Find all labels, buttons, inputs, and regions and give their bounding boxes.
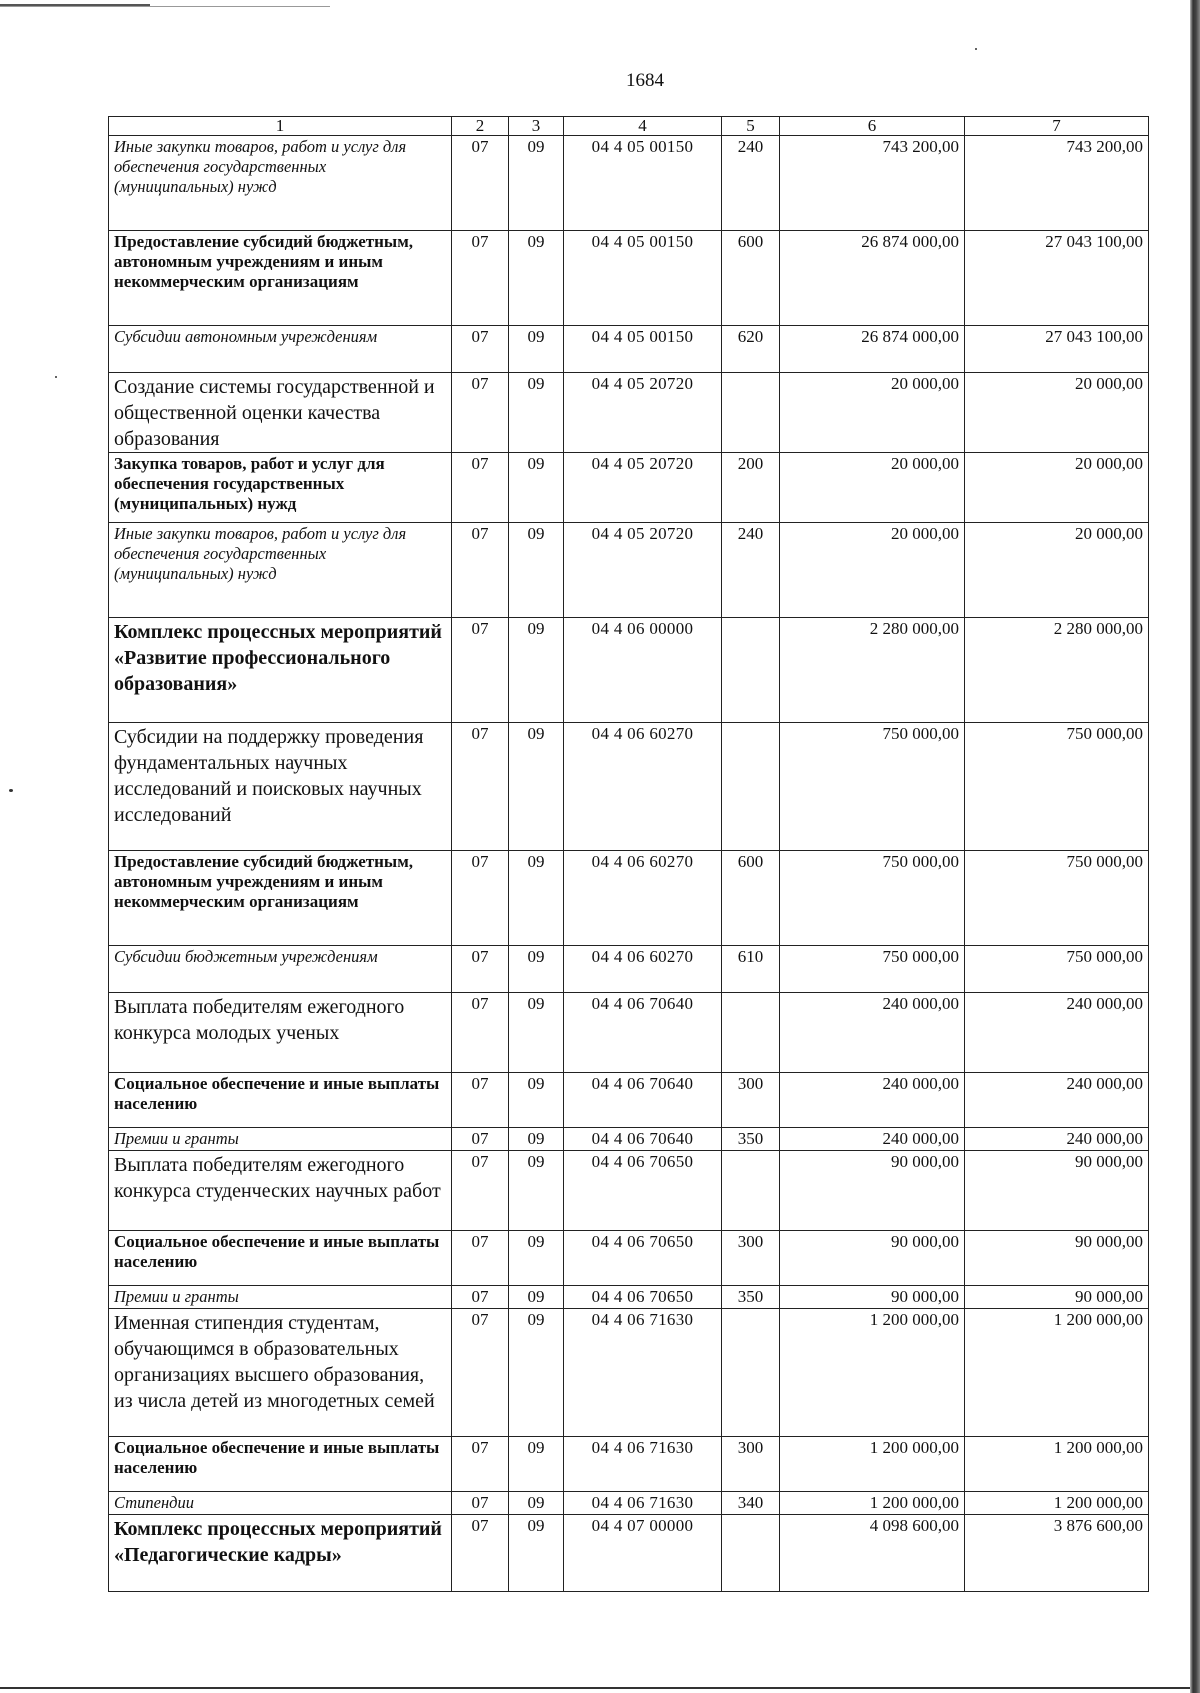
amount-year2-cell: 3 876 600,00	[965, 1515, 1149, 1592]
subsection-code-cell: 09	[509, 1309, 564, 1437]
table-body	[109, 136, 1149, 1592]
section-code-cell: 07	[452, 1231, 509, 1286]
section-code-cell: 07	[452, 1437, 509, 1492]
target-article-cell: 04 4 05 20720	[564, 373, 722, 453]
table-row	[109, 1515, 1149, 1592]
table-row	[109, 1073, 1149, 1128]
target-article-cell: 04 4 06 70640	[564, 993, 722, 1073]
subsection-code-cell: 09	[509, 1515, 564, 1592]
table-row	[109, 1231, 1149, 1286]
target-article-cell: 04 4 05 00150	[564, 326, 722, 373]
amount-year1-cell: 20 000,00	[780, 453, 965, 523]
target-article-cell: 04 4 06 70650	[564, 1151, 722, 1231]
subsection-code-cell: 09	[509, 723, 564, 851]
item-name-cell: Предоставление субсидий бюджетным, автономным учреждениям и иным некоммерческим организациям	[109, 231, 452, 326]
subsection-code-cell: 09	[509, 1437, 564, 1492]
scan-speck	[9, 789, 13, 792]
table-row	[109, 1437, 1149, 1492]
subsection-code-cell: 09	[509, 1151, 564, 1231]
subsection-code-cell: 09	[509, 1073, 564, 1128]
subsection-code-cell: 09	[509, 1128, 564, 1151]
amount-year2-cell: 20 000,00	[965, 453, 1149, 523]
amount-year1-cell: 750 000,00	[780, 851, 965, 946]
target-article-cell: 04 4 05 20720	[564, 523, 722, 618]
amount-year2-cell: 1 200 000,00	[965, 1309, 1149, 1437]
section-code-cell: 07	[452, 946, 509, 993]
table-row	[109, 326, 1149, 373]
section-code-cell: 07	[452, 1073, 509, 1128]
target-article-cell: 04 4 07 00000	[564, 1515, 722, 1592]
amount-year2-cell: 90 000,00	[965, 1231, 1149, 1286]
header-cell: 4	[564, 117, 722, 136]
table-row	[109, 1309, 1149, 1437]
subsection-code-cell: 09	[509, 618, 564, 723]
expense-type-cell: 300	[722, 1231, 780, 1286]
table-row	[109, 993, 1149, 1073]
section-code-cell: 07	[452, 993, 509, 1073]
target-article-cell: 04 4 06 71630	[564, 1437, 722, 1492]
header-cell: 2	[452, 117, 509, 136]
amount-year1-cell: 4 098 600,00	[780, 1515, 965, 1592]
scan-border-bottom	[0, 1687, 1190, 1689]
subsection-code-cell: 09	[509, 136, 564, 231]
expense-type-cell	[722, 618, 780, 723]
amount-year1-cell: 1 200 000,00	[780, 1437, 965, 1492]
expense-type-cell: 240	[722, 523, 780, 618]
amount-year2-cell: 90 000,00	[965, 1151, 1149, 1231]
amount-year1-cell: 26 874 000,00	[780, 231, 965, 326]
section-code-cell: 07	[452, 231, 509, 326]
expense-type-cell	[722, 1515, 780, 1592]
scan-border-top-thin	[0, 6, 330, 7]
target-article-cell: 04 4 06 70650	[564, 1231, 722, 1286]
item-name-cell: Премии и гранты	[109, 1286, 452, 1309]
amount-year1-cell: 750 000,00	[780, 723, 965, 851]
amount-year2-cell: 1 200 000,00	[965, 1492, 1149, 1515]
expense-type-cell	[722, 993, 780, 1073]
section-code-cell: 07	[452, 1492, 509, 1515]
amount-year1-cell: 240 000,00	[780, 1073, 965, 1128]
item-name-cell: Социальное обеспечение и иные выплаты населению	[109, 1437, 452, 1492]
target-article-cell: 04 4 06 60270	[564, 851, 722, 946]
amount-year1-cell: 90 000,00	[780, 1286, 965, 1309]
expense-type-cell: 620	[722, 326, 780, 373]
item-name-cell: Именная стипендия студентам, обучающимся в образовательных организациях высшего образования, из числа детей из многодетных семей	[109, 1309, 452, 1437]
target-article-cell: 04 4 06 71630	[564, 1309, 722, 1437]
subsection-code-cell: 09	[509, 851, 564, 946]
target-article-cell: 04 4 05 00150	[564, 231, 722, 326]
amount-year2-cell: 2 280 000,00	[965, 618, 1149, 723]
item-name-cell: Стипендии	[109, 1492, 452, 1515]
amount-year2-cell: 20 000,00	[965, 523, 1149, 618]
section-code-cell: 07	[452, 136, 509, 231]
header-cell: 6	[780, 117, 965, 136]
expense-type-cell: 350	[722, 1128, 780, 1151]
table-row	[109, 1492, 1149, 1515]
section-code-cell: 07	[452, 1309, 509, 1437]
amount-year1-cell: 240 000,00	[780, 1128, 965, 1151]
section-code-cell: 07	[452, 851, 509, 946]
expense-type-cell: 240	[722, 136, 780, 231]
table-row	[109, 1128, 1149, 1151]
amount-year1-cell: 20 000,00	[780, 373, 965, 453]
amount-year1-cell: 240 000,00	[780, 993, 965, 1073]
subsection-code-cell: 09	[509, 1492, 564, 1515]
item-name-cell: Социальное обеспечение и иные выплаты населению	[109, 1073, 452, 1128]
expense-type-cell	[722, 373, 780, 453]
target-article-cell: 04 4 06 60270	[564, 723, 722, 851]
subsection-code-cell: 09	[509, 993, 564, 1073]
item-name-cell: Создание системы государственной и общественной оценки качества образования	[109, 373, 452, 453]
expense-type-cell: 200	[722, 453, 780, 523]
amount-year2-cell: 240 000,00	[965, 993, 1149, 1073]
section-code-cell: 07	[452, 1128, 509, 1151]
section-code-cell: 07	[452, 523, 509, 618]
amount-year2-cell: 20 000,00	[965, 373, 1149, 453]
expense-type-cell: 340	[722, 1492, 780, 1515]
table-row	[109, 723, 1149, 851]
item-name-cell: Комплекс процессных мероприятий «Педагогические кадры»	[109, 1515, 452, 1592]
expense-type-cell: 600	[722, 851, 780, 946]
amount-year1-cell: 26 874 000,00	[780, 326, 965, 373]
target-article-cell: 04 4 06 00000	[564, 618, 722, 723]
item-name-cell: Социальное обеспечение и иные выплаты населению	[109, 1231, 452, 1286]
header-cell: 1	[109, 117, 452, 136]
table-row	[109, 851, 1149, 946]
table-row	[109, 453, 1149, 523]
item-name-cell: Выплата победителям ежегодного конкурса студенческих научных работ	[109, 1151, 452, 1231]
header-row	[109, 117, 1149, 136]
item-name-cell: Закупка товаров, работ и услуг для обеспечения государственных (муниципальных) нужд	[109, 453, 452, 523]
header-cell: 3	[509, 117, 564, 136]
target-article-cell: 04 4 06 60270	[564, 946, 722, 993]
scan-border-right	[1190, 0, 1200, 1693]
amount-year2-cell: 750 000,00	[965, 946, 1149, 993]
item-name-cell: Предоставление субсидий бюджетным, автономным учреждениям и иным некоммерческим организациям	[109, 851, 452, 946]
scan-speck	[975, 48, 977, 50]
table-row	[109, 946, 1149, 993]
amount-year2-cell: 240 000,00	[965, 1073, 1149, 1128]
amount-year2-cell: 1 200 000,00	[965, 1437, 1149, 1492]
expense-type-cell	[722, 1309, 780, 1437]
item-name-cell: Иные закупки товаров, работ и услуг для обеспечения государственных (муниципальных) нужд	[109, 523, 452, 618]
amount-year2-cell: 27 043 100,00	[965, 326, 1149, 373]
item-name-cell: Комплекс процессных мероприятий «Развитие профессионального образования»	[109, 618, 452, 723]
subsection-code-cell: 09	[509, 326, 564, 373]
amount-year1-cell: 20 000,00	[780, 523, 965, 618]
section-code-cell: 07	[452, 1515, 509, 1592]
subsection-code-cell: 09	[509, 373, 564, 453]
section-code-cell: 07	[452, 373, 509, 453]
target-article-cell: 04 4 06 70640	[564, 1073, 722, 1128]
expense-type-cell: 600	[722, 231, 780, 326]
item-name-cell: Субсидии на поддержку проведения фундаментальных научных исследований и поисковых научных исследований	[109, 723, 452, 851]
table-row	[109, 523, 1149, 618]
section-code-cell: 07	[452, 326, 509, 373]
table-row	[109, 1286, 1149, 1309]
amount-year2-cell: 743 200,00	[965, 136, 1149, 231]
item-name-cell: Выплата победителям ежегодного конкурса молодых ученых	[109, 993, 452, 1073]
amount-year2-cell: 27 043 100,00	[965, 231, 1149, 326]
amount-year2-cell: 240 000,00	[965, 1128, 1149, 1151]
subsection-code-cell: 09	[509, 231, 564, 326]
header-cell: 7	[965, 117, 1149, 136]
section-code-cell: 07	[452, 723, 509, 851]
page-number: 1684	[626, 70, 664, 91]
amount-year1-cell: 743 200,00	[780, 136, 965, 231]
subsection-code-cell: 09	[509, 1231, 564, 1286]
target-article-cell: 04 4 05 00150	[564, 136, 722, 231]
amount-year2-cell: 90 000,00	[965, 1286, 1149, 1309]
expense-type-cell: 610	[722, 946, 780, 993]
table-row	[109, 1151, 1149, 1231]
amount-year1-cell: 2 280 000,00	[780, 618, 965, 723]
target-article-cell: 04 4 05 20720	[564, 453, 722, 523]
section-code-cell: 07	[452, 618, 509, 723]
amount-year1-cell: 90 000,00	[780, 1231, 965, 1286]
expense-type-cell	[722, 723, 780, 851]
scan-speck	[55, 376, 57, 378]
amount-year2-cell: 750 000,00	[965, 723, 1149, 851]
expense-type-cell: 300	[722, 1073, 780, 1128]
target-article-cell: 04 4 06 70640	[564, 1128, 722, 1151]
section-code-cell: 07	[452, 453, 509, 523]
amount-year1-cell: 750 000,00	[780, 946, 965, 993]
budget-table	[108, 116, 1149, 1592]
subsection-code-cell: 09	[509, 1286, 564, 1309]
amount-year2-cell: 750 000,00	[965, 851, 1149, 946]
section-code-cell: 07	[452, 1286, 509, 1309]
header-cell: 5	[722, 117, 780, 136]
amount-year1-cell: 90 000,00	[780, 1151, 965, 1231]
amount-year1-cell: 1 200 000,00	[780, 1309, 965, 1437]
table-row	[109, 618, 1149, 723]
item-name-cell: Иные закупки товаров, работ и услуг для обеспечения государственных (муниципальных) нужд	[109, 136, 452, 231]
section-code-cell: 07	[452, 1151, 509, 1231]
table-row	[109, 231, 1149, 326]
target-article-cell: 04 4 06 71630	[564, 1492, 722, 1515]
subsection-code-cell: 09	[509, 523, 564, 618]
item-name-cell: Субсидии автономным учреждениям	[109, 326, 452, 373]
subsection-code-cell: 09	[509, 453, 564, 523]
expense-type-cell	[722, 1151, 780, 1231]
table-row	[109, 373, 1149, 453]
item-name-cell: Премии и гранты	[109, 1128, 452, 1151]
subsection-code-cell: 09	[509, 946, 564, 993]
item-name-cell: Субсидии бюджетным учреждениям	[109, 946, 452, 993]
table-row	[109, 136, 1149, 231]
expense-type-cell: 350	[722, 1286, 780, 1309]
expense-type-cell: 300	[722, 1437, 780, 1492]
amount-year1-cell: 1 200 000,00	[780, 1492, 965, 1515]
target-article-cell: 04 4 06 70650	[564, 1286, 722, 1309]
